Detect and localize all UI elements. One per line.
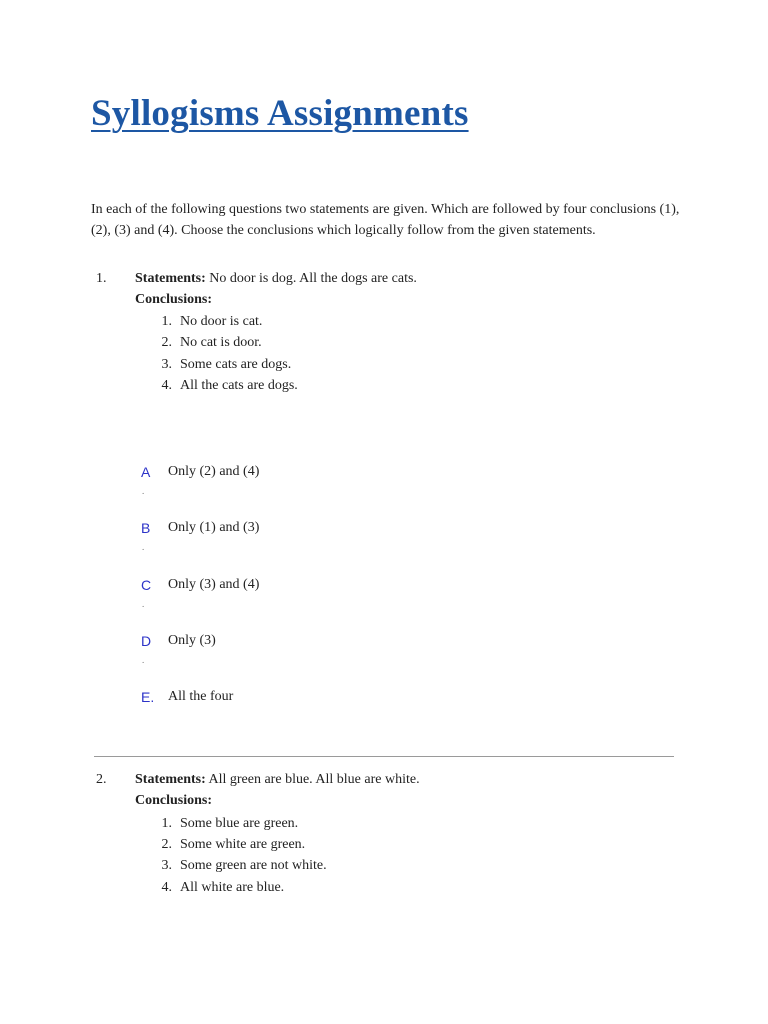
conclusion-text: All the cats are dogs. [180, 378, 298, 393]
question-number: 1. [96, 271, 107, 286]
option-letter: B [141, 520, 151, 536]
conclusions-label: Conclusions: [135, 793, 213, 808]
page-title: Syllogisms Assignments [91, 93, 469, 134]
option-text: Only (3) [168, 633, 216, 648]
conclusion-number: 2. [161, 837, 172, 852]
question-number: 2. [96, 772, 107, 787]
option-letter: A [141, 464, 151, 480]
answer-option-d[interactable] [0, 633, 768, 663]
conclusion-text: No cat is door. [180, 335, 262, 350]
question-statement [135, 772, 420, 788]
option-text: Only (2) and (4) [168, 464, 260, 479]
conclusions-label: Conclusions: [135, 292, 213, 307]
answer-option-c[interactable] [0, 577, 768, 607]
statements-label: Statements: [135, 772, 206, 787]
answer-option-e[interactable] [0, 689, 768, 713]
conclusion-text: All white are blue. [180, 880, 285, 895]
option-text: Only (3) and (4) [168, 577, 260, 592]
option-letter: D [141, 633, 152, 649]
statements-text: No door is dog. All the dogs are cats. [205, 271, 417, 286]
question-statement [135, 271, 417, 287]
conclusion-text: Some green are not white. [180, 858, 327, 873]
option-dot: . [142, 486, 145, 496]
conclusion-number: 4. [161, 378, 172, 393]
statements-text: All green are blue. All blue are white. [205, 772, 420, 787]
answer-option-b[interactable] [0, 520, 768, 550]
option-letter: C [141, 577, 152, 593]
conclusion-number: 4. [161, 880, 172, 895]
conclusion-text: No door is cat. [180, 314, 263, 329]
conclusion-text: Some cats are dogs. [180, 357, 292, 372]
horizontal-divider [94, 756, 674, 757]
option-dot: . [142, 542, 145, 552]
conclusion-text: Some blue are green. [180, 816, 299, 831]
conclusion-number: 3. [161, 858, 172, 873]
option-letter: E. [141, 689, 155, 705]
option-dot: . [142, 599, 145, 609]
answer-option-a[interactable] [0, 464, 768, 494]
conclusion-number: 2. [161, 335, 172, 350]
option-dot: . [142, 655, 145, 665]
instructions-paragraph: In each of the following questions two statements are given. Which are followed by four conclusions (1), (2), (3) and (4). Choose the conclusions which logically follow from the given statements. [91, 202, 680, 238]
conclusion-number: 3. [161, 357, 172, 372]
conclusion-number: 1. [161, 816, 172, 831]
statements-label: Statements: [135, 271, 206, 286]
conclusion-text: Some white are green. [180, 837, 306, 852]
option-text: Only (1) and (3) [168, 520, 260, 535]
conclusion-number: 1. [161, 314, 172, 329]
option-text: All the four [168, 689, 234, 704]
